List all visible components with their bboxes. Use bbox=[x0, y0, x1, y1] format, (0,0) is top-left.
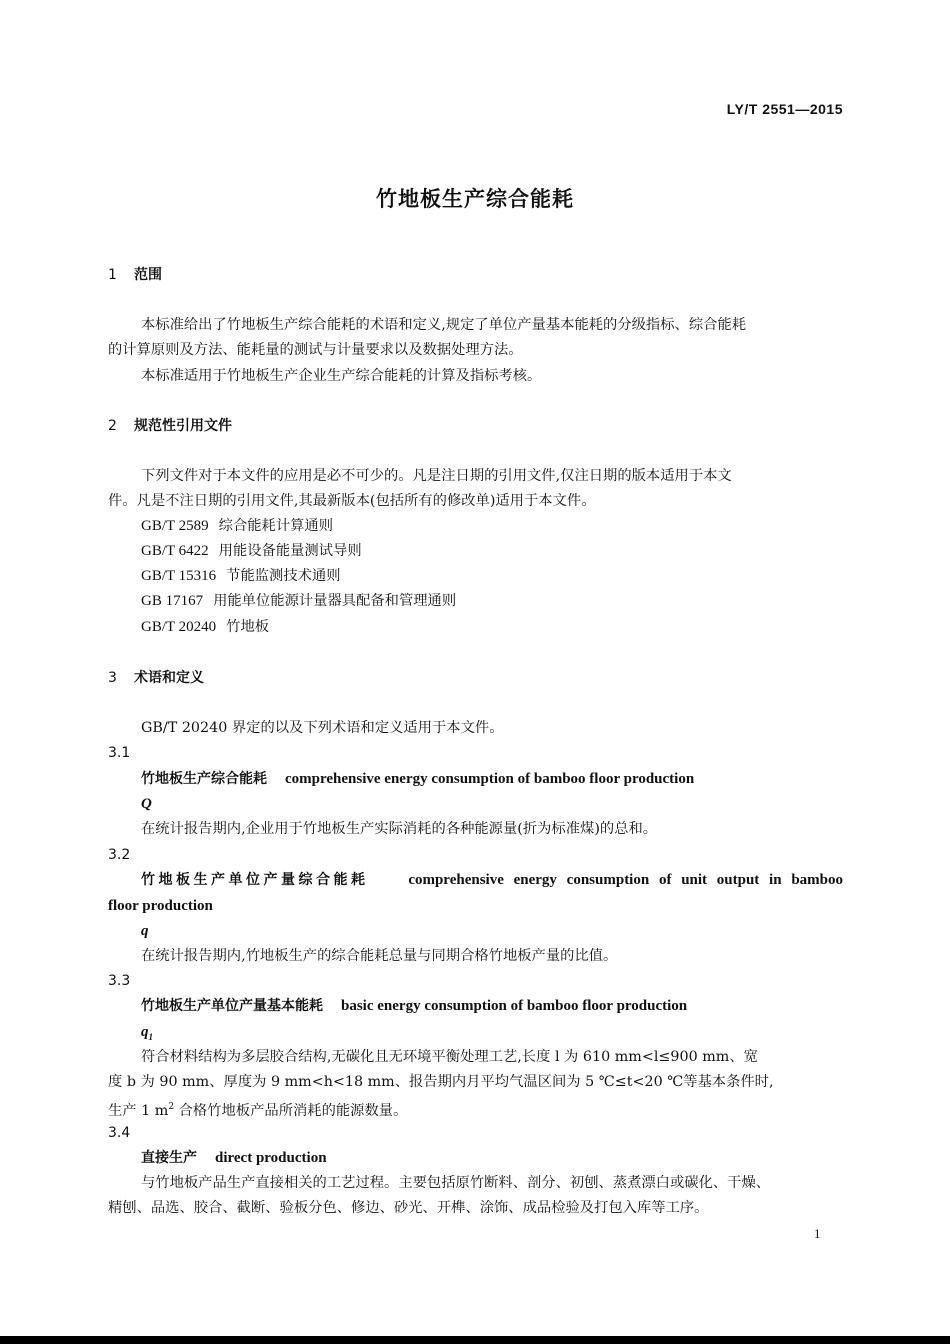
term-heading bbox=[141, 769, 694, 789]
reference-title: 节能监测技术通则 bbox=[226, 568, 341, 584]
section-3-heading bbox=[108, 668, 204, 688]
reference-code: GB 17167 bbox=[141, 593, 204, 609]
subsection-number: 3.2 bbox=[108, 847, 131, 863]
term-heading-continued bbox=[108, 896, 213, 916]
term-heading bbox=[141, 870, 843, 890]
term-definition: 与竹地板产品生产直接相关的工艺过程。主要包括原竹断料、剖分、初刨、蒸煮漂白或碳化、干燥、 bbox=[141, 1175, 771, 1191]
reference-title: 用能设备能量测试导则 bbox=[218, 543, 362, 559]
section-number: 3 bbox=[108, 670, 117, 686]
term-definition: 精刨、品选、胶合、截断、验板分色、修边、砂光、开榫、涂饰、成品检验及打包入库等工序。 bbox=[108, 1200, 709, 1216]
reference-title: 竹地板 bbox=[226, 619, 270, 635]
reference-item bbox=[141, 591, 456, 611]
term-chinese: 直接生产 bbox=[141, 1150, 197, 1166]
reference-title: 综合能耗计算通则 bbox=[218, 518, 334, 534]
term-definition: 度 b 为 90 mm、厚度为 9 mm<h<18 mm、报告期内月平均气温区间为 5 ℃≤t<20 ℃等基本条件时, bbox=[108, 1074, 774, 1090]
reference-item bbox=[141, 617, 269, 637]
section-2-heading bbox=[108, 416, 232, 436]
page-number: 1 bbox=[814, 1226, 821, 1241]
section-number: 2 bbox=[108, 418, 117, 434]
superscript: 2 bbox=[168, 1102, 175, 1112]
term-symbol: q bbox=[141, 923, 149, 939]
reference-item bbox=[141, 516, 333, 536]
reference-code: GB/T 15316 bbox=[141, 568, 217, 584]
symbol-subscript: 1 bbox=[148, 1032, 153, 1042]
term-english: floor production bbox=[108, 898, 213, 914]
term-definition bbox=[108, 1097, 407, 1121]
section-title: 范围 bbox=[134, 267, 162, 283]
reference-code: GB/T 6422 bbox=[141, 543, 209, 559]
paragraph-line: 下列文件对于本文件的应用是必不可少的。凡是注日期的引用文件,仅注日期的版本适用于本文 bbox=[141, 468, 732, 484]
term-chinese: 竹地板生产单位产量基本能耗 bbox=[141, 998, 323, 1014]
term-english: comprehensive energy consumption of unit output in bamboo bbox=[408, 872, 843, 888]
paragraph-line: 本标准适用于竹地板生产企业生产综合能耗的计算及指标考核。 bbox=[141, 368, 542, 384]
paragraph-line: 本标准给出了竹地板生产综合能耗的术语和定义,规定了单位产量基本能耗的分级指标、综合能耗 bbox=[141, 317, 747, 333]
section-title: 术语和定义 bbox=[134, 670, 204, 686]
subsection-number: 3.3 bbox=[108, 973, 131, 989]
subsection-number: 3.1 bbox=[108, 745, 131, 761]
term-symbol bbox=[141, 1022, 153, 1047]
term-english: comprehensive energy consumption of bamboo floor production bbox=[285, 771, 695, 787]
section-title: 规范性引用文件 bbox=[134, 418, 232, 434]
section-number: 1 bbox=[108, 267, 117, 283]
definition-text: 生产 1 m bbox=[108, 1102, 169, 1119]
term-heading bbox=[141, 1148, 327, 1168]
term-definition: 在统计报告期内,企业用于竹地板生产实际消耗的各种能源量(折为标准煤)的总和。 bbox=[141, 821, 658, 837]
reference-code: GB/T 2589 bbox=[141, 518, 209, 534]
document-title: 竹地板生产综合能耗 bbox=[376, 187, 574, 211]
paragraph-line: 的计算原则及方法、能耗量的测试与计量要求以及数据处理方法。 bbox=[108, 342, 523, 358]
term-chinese: 竹地板生产单位产量综合能耗 bbox=[141, 872, 369, 888]
term-definition: 在统计报告期内,竹地板生产的综合能耗总量与同期合格竹地板产量的比值。 bbox=[141, 948, 618, 964]
paragraph-line: GB/T 20240 界定的以及下列术语和定义适用于本文件。 bbox=[141, 720, 504, 736]
reference-item bbox=[141, 541, 362, 561]
reference-code: GB/T 20240 bbox=[141, 619, 217, 635]
term-english: direct production bbox=[215, 1150, 327, 1166]
standard-code: LY/T 2551—2015 bbox=[726, 101, 843, 117]
reference-item bbox=[141, 566, 341, 586]
term-heading bbox=[141, 996, 687, 1016]
term-chinese: 竹地板生产综合能耗 bbox=[141, 771, 267, 787]
subsection-number: 3.4 bbox=[108, 1125, 131, 1141]
paragraph-line: 件。凡是不注日期的引用文件,其最新版本(包括所有的修改单)适用于本文件。 bbox=[108, 493, 596, 509]
definition-text: 合格竹地板产品所消耗的能源数量。 bbox=[174, 1102, 408, 1119]
symbol-main: q bbox=[141, 1024, 149, 1040]
section-1-heading bbox=[108, 265, 162, 285]
bottom-border bbox=[0, 1336, 950, 1344]
reference-title: 用能单位能源计量器具配备和管理通则 bbox=[213, 593, 457, 609]
term-english: basic energy consumption of bamboo floor production bbox=[341, 998, 688, 1014]
term-definition: 符合材料结构为多层胶合结构,无碳化且无环境平衡处理工艺,长度 l 为 610 mm<l≤900 mm、宽 bbox=[141, 1049, 758, 1065]
term-symbol: Q bbox=[141, 796, 152, 812]
